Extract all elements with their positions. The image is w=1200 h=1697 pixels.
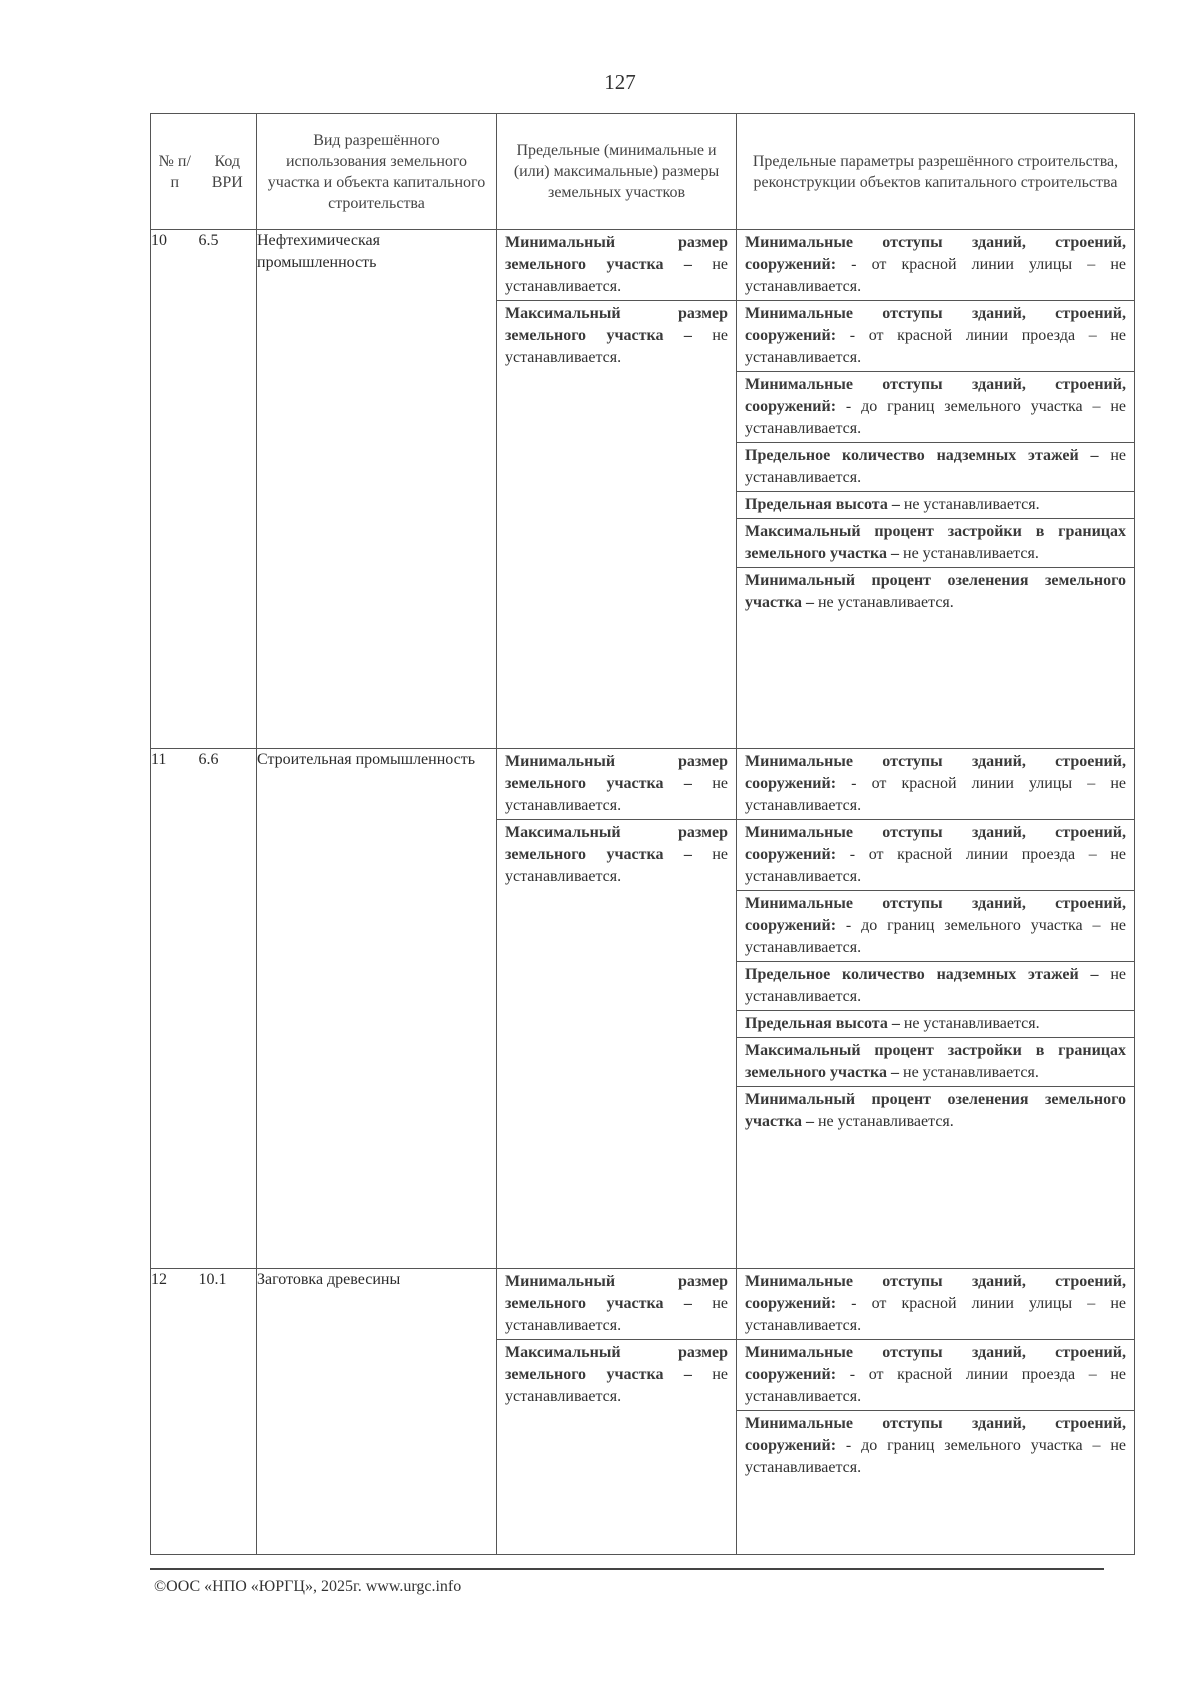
table-row [151,230,1135,749]
table-row [151,749,1135,1269]
build-param-item-value: не устанавливается. [903,545,1039,562]
plot-size-item [497,820,736,890]
build-param-item-value: не устанавливается. [817,1113,954,1130]
row-plot-sizes [497,230,737,749]
build-param-item-value: не устанавливается. [745,447,1127,486]
plot-size-item-title: Минимальный размер земельного участка – [505,1273,728,1312]
build-param-item-value: не устанавливается. [903,496,1040,513]
build-param-item-title: Минимальные отступы зданий, строений, сооружений: [745,824,1126,863]
row-code: 6.5 [199,230,257,749]
table-row [151,1269,1135,1555]
footer-copyright: ©ООС «НПО «ЮРГЦ», 2025г. www.urgc.info [154,1578,462,1595]
build-param-item-value: - до границ земельного участка – не устанавливается. [745,1437,1127,1476]
build-param-item [737,1340,1134,1411]
plot-size-item [497,1340,736,1410]
build-param-item-title: Предельное количество надземных этажей – [745,447,1099,464]
row-code: 6.6 [199,749,257,1269]
build-param-item-title: Предельное количество надземных этажей – [745,966,1099,983]
row-build-params [737,230,1135,749]
regulations-table [150,113,1135,1555]
build-param-item-value: не устанавливается. [903,1015,1040,1032]
plot-size-item-value: не устанавливается. [505,1295,728,1334]
build-param-item [737,820,1134,891]
build-param-item-title: Максимальный процент застройки в границах земельного участка – [745,523,1126,562]
plot-size-item [497,230,736,301]
build-param-item [737,891,1134,962]
build-param-item-value: не устанавливается. [903,1064,1039,1081]
row-use-type: Строительная промышленность [257,749,497,1269]
build-param-item-value: не устанавливается. [817,594,954,611]
build-param-item-title: Предельная высота – [745,496,900,513]
row-build-params [737,749,1135,1269]
build-param-item [737,962,1134,1011]
row-number: 10 [151,230,199,749]
plot-size-item-title: Минимальный размер земельного участка – [505,234,728,273]
build-param-item-value: - от красной линии улицы – не устанавливается. [745,256,1127,295]
header-use-type: Вид разрешённого использования земельного участка и объекта капитального строительства [257,114,497,230]
build-param-item-title: Минимальные отступы зданий, строений, сооружений: [745,376,1126,415]
row-use-type: Заготовка древесины [257,1269,497,1555]
build-param-item [737,749,1134,820]
plot-size-item-value: не устанавливается. [505,256,728,295]
build-param-item [737,1038,1134,1087]
build-param-item [737,492,1134,519]
build-param-item-value: - от красной линии улицы – не устанавливается. [745,775,1127,814]
row-use-type: Нефтехимическая промышленность [257,230,497,749]
build-param-item-title: Максимальный процент застройки в границах земельного участка – [745,1042,1126,1081]
build-param-item-value: не устанавливается. [745,966,1127,1005]
build-param-item [737,443,1134,492]
header-number: № п/п [151,114,199,230]
build-param-item-value: - до границ земельного участка – не устанавливается. [745,917,1127,956]
build-param-item [737,372,1134,443]
build-param-item [737,1411,1134,1481]
plot-size-item-title: Максимальный размер земельного участка – [505,305,728,344]
build-param-item-title: Предельная высота – [745,1015,900,1032]
page-number: 127 [604,70,636,94]
plot-size-item [497,301,736,371]
plot-size-item [497,749,736,820]
row-build-params [737,1269,1135,1555]
plot-size-item-value: не устанавливается. [505,846,728,885]
header-code: Код ВРИ [199,114,257,230]
header-plot-sizes: Предельные (минимальные и (или) максимальные) размеры земельных участков [497,114,737,230]
build-param-item [737,230,1134,301]
build-param-item [737,1269,1134,1340]
plot-size-item-title: Минимальный размер земельного участка – [505,753,728,792]
plot-size-item-value: не устанавливается. [505,327,728,366]
plot-size-item-value: не устанавливается. [505,1366,728,1405]
build-param-item-title: Минимальный процент озеленения земельного участка – [745,572,1126,611]
row-number: 12 [151,1269,199,1555]
build-param-item [737,568,1134,616]
build-param-item-title: Минимальный процент озеленения земельного участка – [745,1091,1126,1130]
plot-size-item-title: Максимальный размер земельного участка – [505,1344,728,1383]
build-param-item-value: - от красной линии проезда – не устанавливается. [745,846,1127,885]
row-plot-sizes [497,1269,737,1555]
build-param-item-value: - от красной линии улицы – не устанавливается. [745,1295,1127,1334]
plot-size-item [497,1269,736,1340]
build-param-item-title: Минимальные отступы зданий, строений, сооружений: [745,1415,1126,1454]
build-param-item-title: Минимальные отступы зданий, строений, сооружений: [745,895,1126,934]
plot-size-item-value: не устанавливается. [505,775,728,814]
row-code: 10.1 [199,1269,257,1555]
build-param-item-value: - от красной линии проезда – не устанавливается. [745,1366,1127,1405]
build-param-item-title: Минимальные отступы зданий, строений, сооружений: [745,753,1126,792]
plot-size-item-title: Максимальный размер земельного участка – [505,824,728,863]
build-param-item [737,519,1134,568]
build-param-item-title: Минимальные отступы зданий, строений, сооружений: [745,1273,1126,1312]
build-param-item [737,301,1134,372]
footer-rule [150,1568,1104,1570]
build-param-item [737,1011,1134,1038]
build-param-item-value: - от красной линии проезда – не устанавливается. [745,327,1127,366]
build-param-item-title: Минимальные отступы зданий, строений, сооружений: [745,234,1126,273]
build-param-item-title: Минимальные отступы зданий, строений, сооружений: [745,1344,1126,1383]
build-param-item [737,1087,1134,1135]
build-param-item-title: Минимальные отступы зданий, строений, сооружений: [745,305,1126,344]
header-build-params: Предельные параметры разрешённого строительства, реконструкции объектов капитального строительства [737,114,1135,230]
table-header-row [151,114,1135,230]
row-plot-sizes [497,749,737,1269]
build-param-item-value: - до границ земельного участка – не устанавливается. [745,398,1127,437]
row-number: 11 [151,749,199,1269]
